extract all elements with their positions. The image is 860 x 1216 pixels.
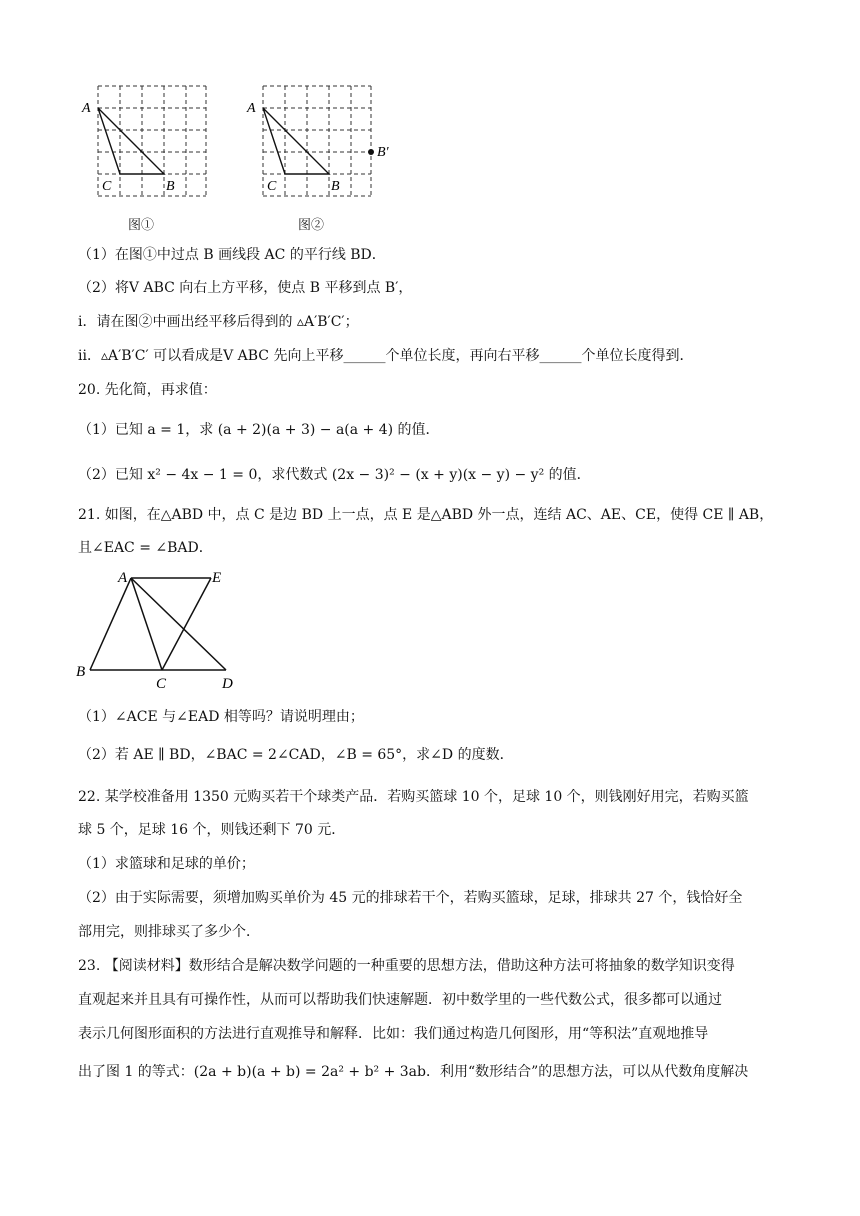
label-b: B	[76, 664, 86, 680]
q21-line1: 21. 如图，在△ABD 中，点 C 是边 BD 上一点，点 E 是△ABD 外一点，连结 AC、AE、CE，使得 CE ∥ AB，	[78, 507, 774, 523]
q19-part2-ii: ii．▵A′B′C′ 可以看成是V ABC 先向上平移______个单位长度，再向右平移______个单位长度得到．	[78, 348, 694, 364]
q21-part2: （2）若 AE ∥ BD，∠BAC = 2∠CAD，∠B = 65°，求∠D 的度数．	[78, 747, 514, 763]
label-a: A	[247, 101, 256, 116]
q20-title: 20. 先化简，再求值：	[78, 382, 217, 398]
q22-part2b: 部用完，则排球买了多少个．	[78, 924, 260, 940]
point-b-prime	[368, 149, 374, 155]
q23-line1: 23. 【阅读材料】数形结合是解决数学问题的一种重要的思想方法，借助这种方法可将抽象的数学知识变得	[78, 958, 735, 974]
label-a: A	[118, 570, 128, 586]
q19-part2: （2）将V ABC 向右上方平移，使点 B 平移到点 B′，	[78, 280, 413, 296]
q22-line2: 球 5 个，足球 16 个，则钱还剩下 70 元．	[78, 822, 346, 838]
label-b-prime: B′	[377, 145, 389, 160]
figure-1	[78, 80, 218, 205]
label-b: B	[166, 179, 175, 194]
q23-line2: 直观起来并且具有可操作性，从而可以帮助我们快速解题．初中数学里的一些代数公式，很多都可以通过	[78, 992, 722, 1008]
figure-1-caption: 图①	[128, 218, 155, 233]
label-d: D	[222, 676, 233, 692]
figure-2	[243, 80, 403, 205]
figure-3	[76, 568, 246, 693]
label-c: C	[102, 179, 112, 194]
q23-line3: 表示几何图形面积的方法进行直观推导和解释．比如：我们通过构造几何图形，用“等积法”直观地推导	[78, 1026, 709, 1042]
label-c: C	[267, 179, 277, 194]
q21-line2: 且∠EAC = ∠BAD．	[78, 540, 213, 556]
q19-part1: （1）在图①中过点 B 画线段 AC 的平行线 BD．	[78, 247, 386, 263]
triangle-abc-2	[263, 108, 329, 174]
label-a: A	[82, 101, 91, 116]
triangle-abc	[98, 108, 164, 174]
q19-part2-i: i．请在图②中画出经平移后得到的 ▵A′B′C′；	[78, 314, 359, 330]
figure-2-caption: 图②	[298, 218, 325, 233]
q22-part1: （1）求篮球和足球的单价；	[78, 856, 255, 872]
q21-part1: （1）∠ACE 与∠EAD 相等吗？请说明理由；	[78, 709, 364, 725]
q20-part1: （1）已知 a = 1，求 (a + 2)(a + 3) − a(a + 4) 的值．	[78, 422, 440, 438]
q23-line4: 出了图 1 的等式：(2a + b)(a + b) = 2a² + b² + 3ab．利用“数形结合”的思想方法，可以从代数角度解决	[78, 1064, 749, 1080]
label-c: C	[156, 676, 167, 692]
label-e: E	[212, 570, 222, 586]
q20-part2: （2）已知 x² − 4x − 1 = 0，求代数式 (2x − 3)² − (x + y)(x − y) − y² 的值．	[78, 467, 591, 483]
label-b: B	[331, 179, 340, 194]
q22-part2a: （2）由于实际需要，须增加购买单价为 45 元的排球若干个，若购买篮球，足球，排球共 27 个，钱恰好全	[78, 890, 743, 906]
q22-line1: 22. 某学校准备用 1350 元购买若干个球类产品．若购买篮球 10 个，足球 10 个，则钱刚好用完，若购买篮	[78, 789, 749, 805]
